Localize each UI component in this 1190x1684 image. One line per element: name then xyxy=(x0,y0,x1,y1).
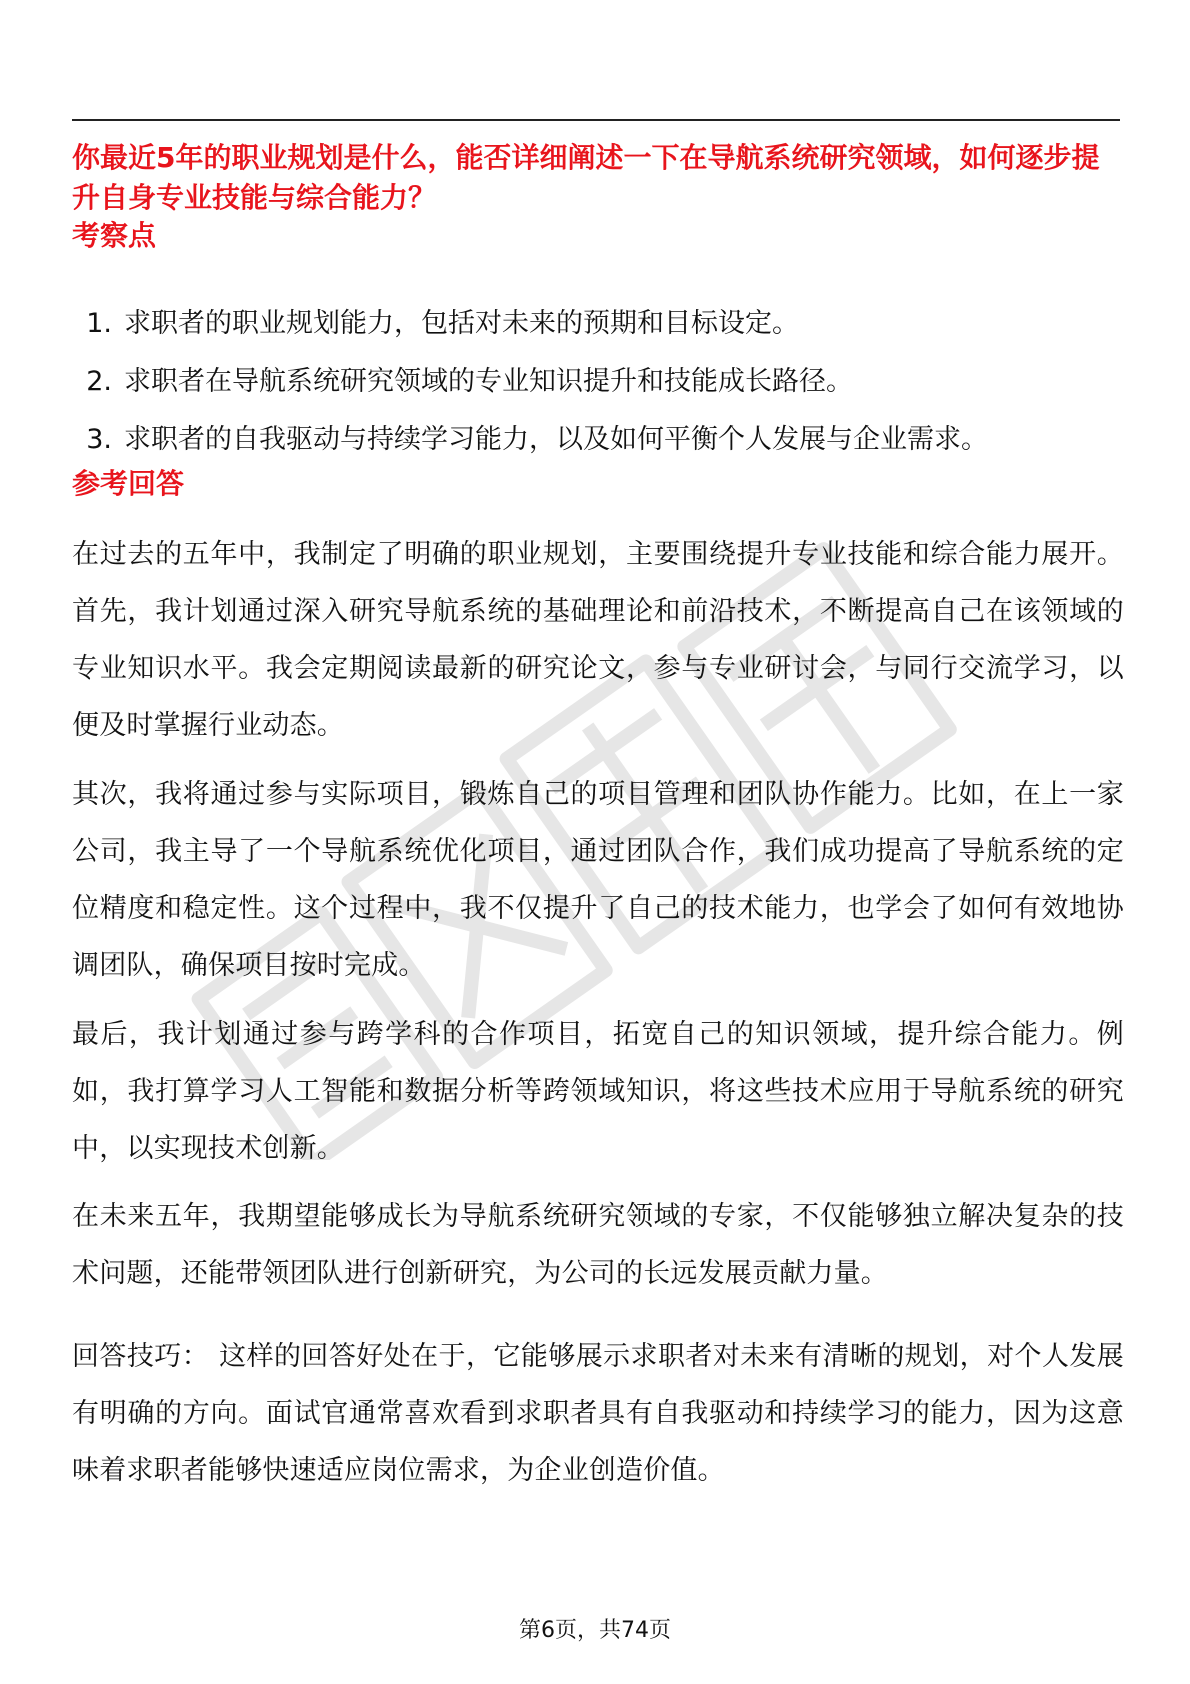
focus-heading: 考察点 xyxy=(72,219,157,252)
list-item-text: 求职者在导航系统研究领域的专业知识提升和技能成长路径。 xyxy=(124,366,853,397)
list-item-number: 2. xyxy=(86,366,112,397)
tip-label: 回答技巧： xyxy=(72,1341,210,1372)
tip-text: 这样的回答好处在于，它能够展示求职者对未来有清晰的规划，对个人发展有明确的方向。面试官通常喜欢看到求职者具有自我驱动和持续学习的能力，因为这意味着求职者能够快速适应岗位需求，为企业创造价值。 xyxy=(72,1341,1124,1486)
answer-heading: 参考回答 xyxy=(72,467,185,500)
list-item-text: 求职者的自我驱动与持续学习能力，以及如何平衡个人发展与企业需求。 xyxy=(124,424,988,455)
list-item xyxy=(72,364,1122,400)
list-item-number: 3. xyxy=(86,424,112,455)
answer-paragraph: 最后，我计划通过参与跨学科的合作项目，拓宽自己的知识领域，提升综合能力。例如，我打算学习人工智能和数据分析等跨领域知识，将这些技术应用于导航系统的研究中，以实现技术创新。 xyxy=(72,1019,1124,1164)
list-item-number: 1. xyxy=(86,308,112,339)
focus-points-list xyxy=(72,306,1122,480)
list-item xyxy=(72,306,1122,342)
page-number: 第6页，共74页 xyxy=(519,1618,671,1643)
answer-paragraph: 在未来五年，我期望能够成长为导航系统研究领域的专家，不仅能够独立解决复杂的技术问题，还能带领团队进行创新研究，为公司的长远发展贡献力量。 xyxy=(72,1201,1124,1289)
answer-paragraph: 在过去的五年中，我制定了明确的职业规划，主要围绕提升专业技能和综合能力展开。首先，我计划通过深入研究导航系统的基础理论和前沿技术，不断提高自己在该领域的专业知识水平。我会定期阅读最新的研究论文，参与专业研讨会，与同行交流学习，以便及时掌握行业动态。 xyxy=(72,539,1124,741)
answer-tip xyxy=(72,1328,1124,1499)
list-item xyxy=(72,422,1122,458)
list-item-text: 求职者的职业规划能力，包括对未来的预期和目标设定。 xyxy=(124,308,799,339)
answer-paragraph: 其次，我将通过参与实际项目，锻炼自己的项目管理和团队协作能力。比如，在上一家公司，我主导了一个导航系统优化项目，通过团队合作，我们成功提高了导航系统的定位精度和稳定性。这个过程中，我不仅提升了自己的技术能力，也学会了如何有效地协调团队，确保项目按时完成。 xyxy=(72,779,1124,981)
question-title: 你最近5年的职业规划是什么，能否详细阐述一下在导航系统研究领域，如何逐步提升自身专业技能与综合能力？ xyxy=(72,141,1100,214)
top-divider xyxy=(72,119,1120,121)
